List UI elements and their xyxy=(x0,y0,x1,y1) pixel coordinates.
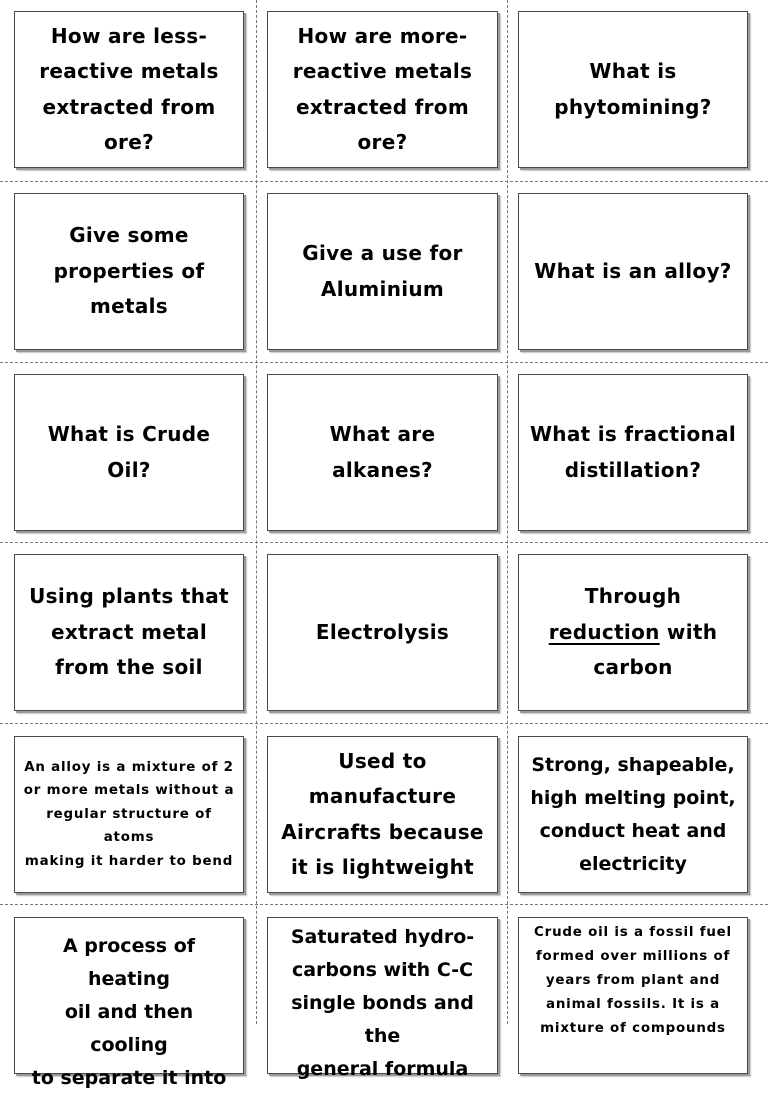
card-text: Used to manufacture Aircrafts because it is lightweight xyxy=(281,748,484,879)
card-phytomining-question xyxy=(518,11,748,168)
cut-line-horizontal-3 xyxy=(0,542,768,543)
card-text: Saturated hydro- carbons with C-C single bonds and the general formula xyxy=(290,926,475,1080)
card-text xyxy=(549,579,718,686)
cut-line-horizontal-1 xyxy=(0,181,768,182)
cut-line-horizontal-5 xyxy=(0,904,768,905)
card-crude-oil-question xyxy=(14,374,244,531)
card-text: Crude oil is a fossil fuel formed over millions of years from plant and animal fossils. It is a mixture of compounds xyxy=(534,925,732,1036)
card-text: What are alkanes? xyxy=(329,422,436,482)
card-text: How are more- reactive metals extracted from ore? xyxy=(292,23,473,154)
card-text: What is Crude Oil? xyxy=(47,422,211,482)
cut-line-vertical-2 xyxy=(507,0,508,1024)
cut-line-horizontal-2 xyxy=(0,362,768,363)
card-text: What is phytomining? xyxy=(554,59,712,119)
card-text: A process of heating oil and then cooling to separate it into xyxy=(31,935,227,1089)
cut-line-vertical-1 xyxy=(256,0,257,1024)
card-alkanes-question xyxy=(267,374,498,531)
cut-line-horizontal-4 xyxy=(0,723,768,724)
card-aluminium-use-answer xyxy=(267,736,498,893)
card-electrolysis-answer xyxy=(267,554,498,711)
card-crude-oil-answer xyxy=(518,917,748,1074)
card-text: Strong, shapeable, high melting point, conduct heat and electricity xyxy=(530,753,736,875)
card-phytomining-answer xyxy=(14,554,244,711)
card-text-line: Through xyxy=(584,584,682,609)
underlined-term: reduction xyxy=(548,619,660,644)
card-aluminium-use-question xyxy=(267,193,498,350)
card-text: What is fractional distillation? xyxy=(529,422,737,482)
card-metal-properties-answer xyxy=(518,736,748,893)
card-text-line: carbon xyxy=(593,655,673,680)
card-text: Using plants that extract metal from the soil xyxy=(29,584,229,680)
card-alloy-answer xyxy=(14,736,244,893)
card-text: Electrolysis xyxy=(315,619,450,644)
card-text: An alloy is a mixture of 2 or more metals without a regular structure of atoms making it harder to bend xyxy=(23,759,235,869)
card-reduction-answer xyxy=(518,554,748,711)
card-text: Give a use for Aluminium xyxy=(302,241,463,301)
card-more-reactive-metals-question xyxy=(267,11,498,168)
card-less-reactive-metals-question xyxy=(14,11,244,168)
card-text: How are less- reactive metals extracted from ore? xyxy=(39,23,219,154)
card-text-line: with xyxy=(659,619,718,644)
card-text: What is an alloy? xyxy=(534,258,732,283)
card-alkanes-answer xyxy=(267,917,498,1080)
card-text: Give some properties of metals xyxy=(53,223,205,319)
card-fractional-distillation-answer xyxy=(14,917,244,1089)
card-alloy-question xyxy=(518,193,748,350)
card-metal-properties-question xyxy=(14,193,244,350)
card-fractional-distillation-question xyxy=(518,374,748,531)
